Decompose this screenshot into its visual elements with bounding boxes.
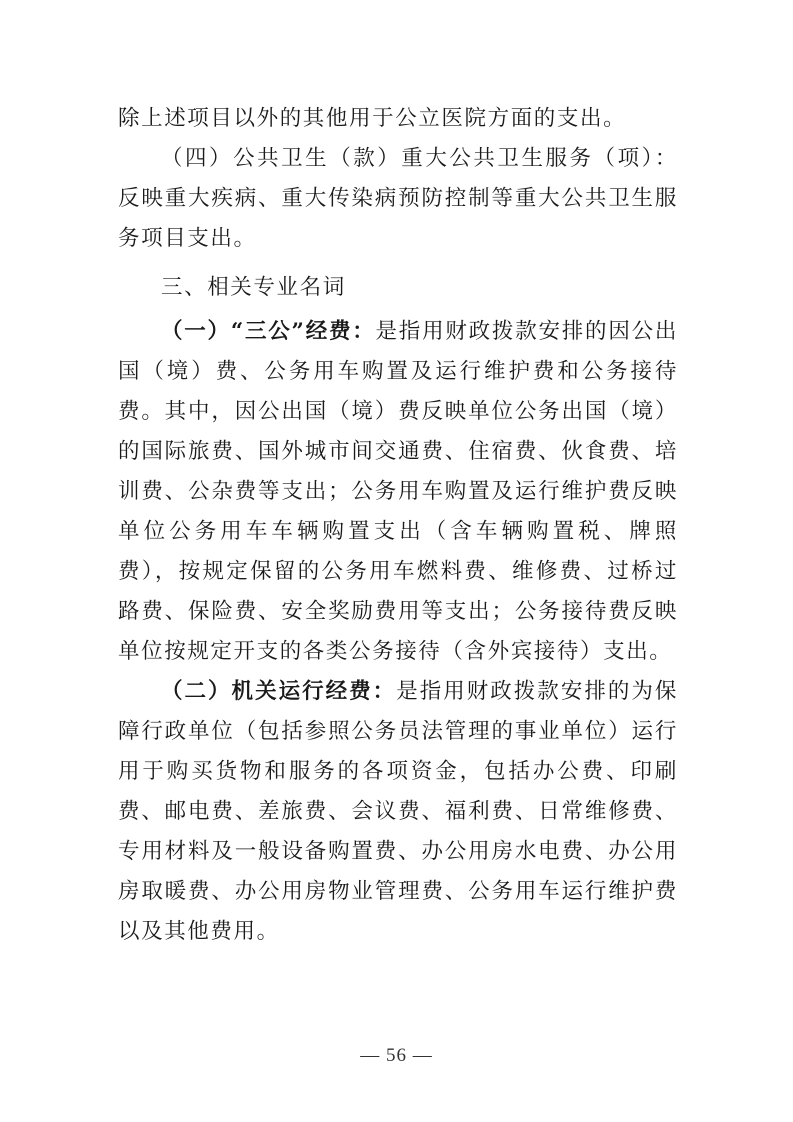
term-three-public-expenses: （一）“三公”经费： <box>161 319 376 344</box>
term-operating-expenses: （二）机关运行经费： <box>161 679 397 704</box>
section-heading-terms: 三、相关专业名词 <box>161 275 346 300</box>
definition-three-public-expenses: 是指用财政拨款安排的因公出国（境）费、公务用车购置及运行维护费和公务接待费。其中，因公出国（境）费反映单位公务出国（境）的国际旅费、国外城市间交通费、住宿费、伙食费、培训费、公杂费等支出；公务用车购置及运行维护费反映单位公务用车车辆购置支出（含车辆购置税、牌照费），按规定保留的公务用车燃料费、维修费、过桥过路费、保险费、安全奖励费用等支出；公务接待费反映单位按规定开支的各类公务接待（含外宾接待）支出。 <box>118 319 678 664</box>
definition-operating-expenses: 是指用财政拨款安排的为保障行政单位（包括参照公务员法管理的事业单位）运行用于购买货物和服务的各项资金，包括办公费、印刷费、邮电费、差旅费、会议费、福利费、日常维修费、专用材料及一般设备购置费、办公用房水电费、办公用房取暖费、办公用房物业管理费、公务用车运行维护费以及其他费用。 <box>118 679 678 944</box>
paragraph-three-public-expenses <box>118 312 678 672</box>
paragraph-operating-expenses <box>118 672 678 952</box>
page-number: — 56 — <box>360 1045 433 1066</box>
paragraph-public-health: （四）公共卫生（款）重大公共卫生服务（项）：反映重大疾病、重大传染病预防控制等重大公共卫生服务项目支出。 <box>118 146 678 251</box>
paragraph-continuation: 除上述项目以外的其他用于公立医院方面的支出。 <box>118 106 627 131</box>
document-body <box>118 99 678 952</box>
